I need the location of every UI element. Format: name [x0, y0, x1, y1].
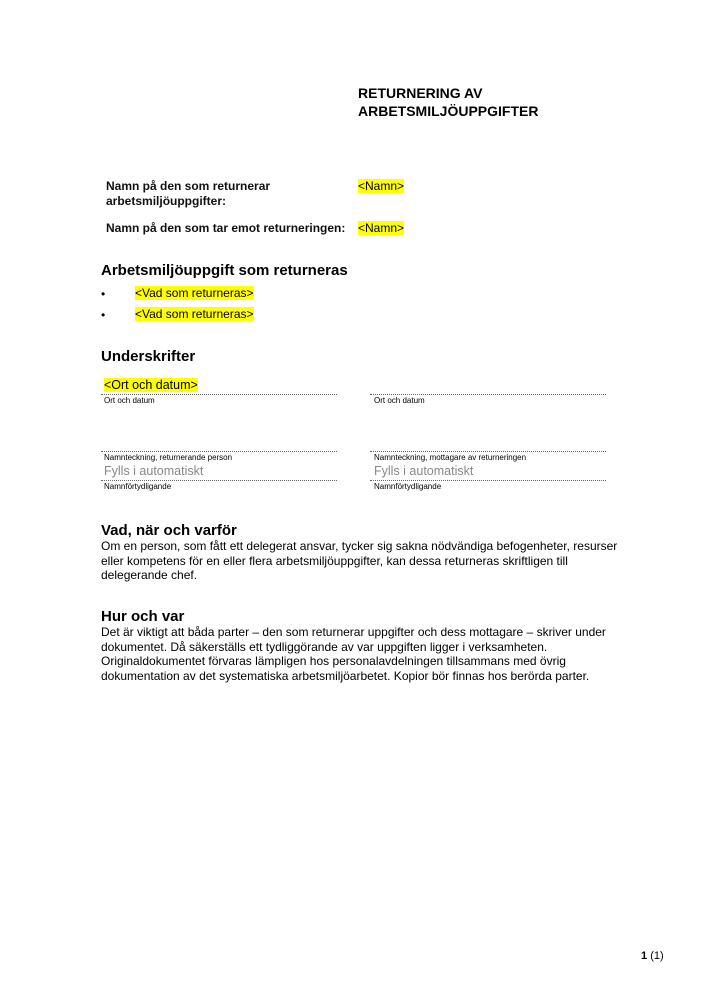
returner-label-line-1: Namn på den som returnerar — [106, 179, 271, 193]
place-date-label-left: Ort och datum — [104, 396, 155, 405]
tasks-heading: Arbetsmiljöuppgift som returneras — [101, 262, 348, 279]
signature-label-left: Namnteckning, returnerande person — [104, 453, 233, 462]
signature-line — [101, 480, 337, 481]
how-heading: Hur och var — [101, 608, 185, 625]
document-title — [358, 84, 538, 120]
signature-line — [370, 394, 606, 395]
why-heading: Vad, när och varför — [101, 522, 237, 539]
name-clarification-left: Fylls i automatiskt — [104, 464, 204, 478]
bullet: • — [101, 308, 106, 322]
page-current: 1 — [641, 950, 648, 962]
signature-label-right: Namnteckning, mottagare av returneringen — [374, 453, 527, 462]
how-text: Det är viktigt att båda parter – den som returnerar uppgifter och dess mottagare – skriver under dokumentet. Då säkerställs ett tydliggörande av var uppgiften ligger i verksamheten. Originaldokumentet förvaras lämpligen hos personalavdelningen tillsammans med övrig dokumentation av det systematiska arbetsmiljöarbetet. Kopior bör finnas hos berörda parter. — [101, 625, 606, 683]
signature-line — [370, 480, 606, 481]
task-item[interactable]: <Vad som returneras> — [135, 286, 254, 300]
receiver-name-field[interactable]: <Namn> — [358, 221, 405, 235]
place-date-field[interactable]: <Ort och datum> — [104, 378, 198, 392]
title-line-2: ARBETSMILJÖUPPGIFTER — [358, 103, 539, 119]
name-clarification-right: Fylls i automatiskt — [374, 464, 474, 478]
page-number — [641, 950, 664, 962]
why-text: Om en person, som fått ett delegerat ansvar, tycker sig sakna nödvändiga befogenheter, resurser eller kompetens för en eller flera arbetsmiljöuppgifter, kan dessa returneras skriftligen till delegerande chef. — [101, 539, 618, 582]
task-item[interactable]: <Vad som returneras> — [135, 307, 254, 321]
page-total: (1) — [650, 950, 664, 962]
title-line-1: RETURNERING AV — [358, 85, 483, 101]
name-label-right: Namnförtydligande — [374, 482, 442, 491]
place-date-label-right: Ort och datum — [374, 396, 425, 405]
signature-line — [101, 451, 337, 452]
returner-name-field[interactable]: <Namn> — [358, 179, 405, 193]
signatures-heading: Underskrifter — [101, 348, 196, 365]
bullet: • — [101, 287, 106, 301]
name-label-left: Namnförtydligande — [104, 482, 172, 491]
receiver-label: Namn på den som tar emot returneringen: — [106, 221, 346, 235]
signature-line — [370, 451, 606, 452]
signature-line — [101, 394, 337, 395]
returner-label-line-2: arbetsmiljöuppgifter: — [106, 194, 227, 208]
returner-label — [106, 179, 270, 209]
